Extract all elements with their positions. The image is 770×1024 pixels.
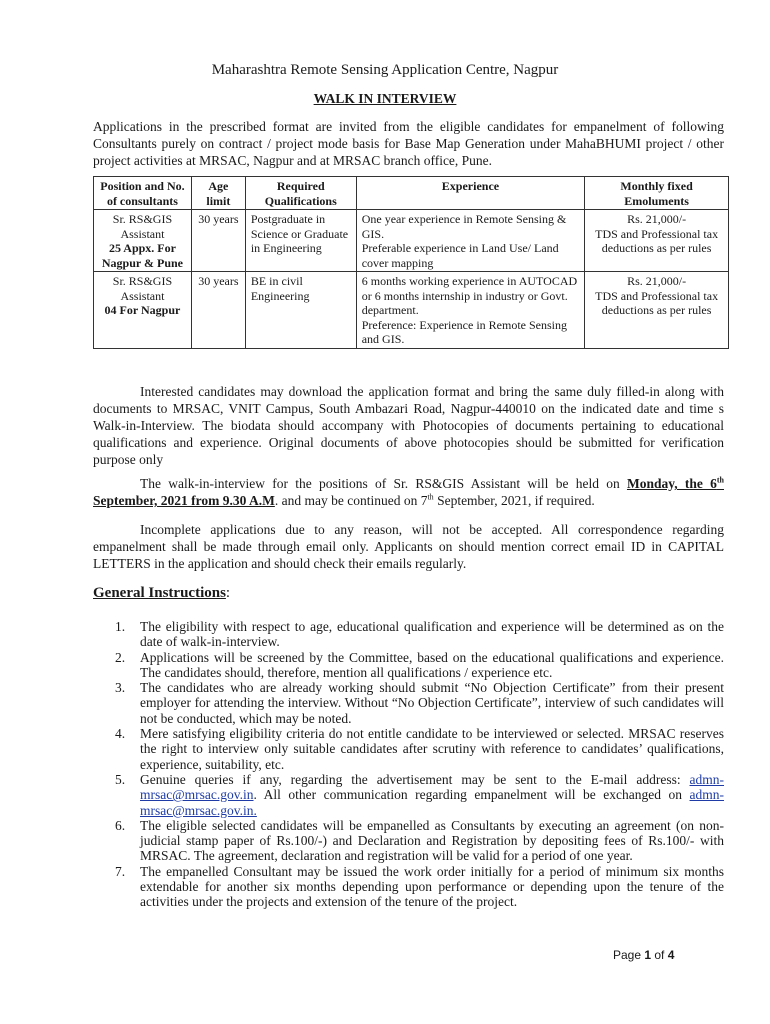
incomplete-paragraph: Incomplete applications due to any reason, will not be accepted. All correspondence regarding empanelment shall be made through email only. Applicants on should mention correct email ID in CAPITAL LETTERS in the application and should check their emails regularly. xyxy=(93,522,724,571)
walkin-text: The walk-in-interview for the positions of Sr. RS&GIS Assistant will be held on xyxy=(140,476,627,491)
emolument-note: TDS and Professional tax deductions as per rules xyxy=(595,226,719,255)
page-number xyxy=(613,948,674,962)
emolument-amount: Rs. 21,000/- xyxy=(627,274,687,288)
organization-name: Maharashtra Remote Sensing Application Centre, Nagpur xyxy=(211,62,559,78)
qualification-cell: BE in civil Engineering xyxy=(245,272,356,349)
list-item xyxy=(93,864,724,910)
item-text: Applications will be screened by the Committee, based on the educational qualifications and experience. The candidates should, therefore, mention all qualifications / experience etc. xyxy=(140,649,724,680)
page-title: WALK IN INTERVIEW xyxy=(313,91,457,106)
position-cell xyxy=(94,210,192,272)
table-header-row xyxy=(94,177,729,210)
item-text: The eligible selected candidates will be empanelled as Consultants by executing an agreement (on non-judicial stamp paper of Rs.100/-) and Declaration and Registration by depositing fees of Rs.100/- with MRSAC. The agreement, declaration and registration will be valid for a period of one year. xyxy=(140,817,724,864)
item-number: 1. xyxy=(115,619,126,634)
instructions-list xyxy=(93,619,724,910)
table-row xyxy=(94,210,729,272)
table-header: Monthly fixed Emoluments xyxy=(585,177,729,210)
position-count: 25 Appx. For Nagpur & Pune xyxy=(101,241,183,270)
table-header: Experience xyxy=(356,177,584,210)
walkin-text: September, 2021, if required. xyxy=(433,493,595,508)
page-total: 4 xyxy=(667,948,675,962)
item-text: The empanelled Consultant may be issued the work order initially for a period of minimum six months extendable for another six months depending upon performance or depending upon the tenure of the activities under the projects and extension of the tenure of the project. xyxy=(140,863,724,910)
item-number: 2. xyxy=(115,649,126,665)
page-current: 1 xyxy=(644,948,652,962)
emolument-note: TDS and Professional tax deductions as per rules xyxy=(595,288,719,317)
list-item xyxy=(93,619,724,650)
position-count: 04 For Nagpur xyxy=(104,303,181,317)
ordinal-suffix: th xyxy=(716,475,724,485)
emolument-cell xyxy=(585,272,729,349)
table-header: Position and No. of consultants xyxy=(94,177,192,210)
list-item xyxy=(93,818,724,864)
item-text: The eligibility with respect to age, educational qualification and experience will be determined as on the date of walk-in-interview. xyxy=(140,619,724,650)
list-item xyxy=(93,680,724,726)
item-text: Mere satisfying eligibility criteria do not entitle candidate to be interviewed or selected. MRSAC reserves the right to interview only suitable candidates after scrutiny with reference to candidates’ qualifications, experience, suitability, etc. xyxy=(140,726,724,772)
experience-cell xyxy=(356,210,584,272)
emolument-cell xyxy=(585,210,729,272)
item-number: 7. xyxy=(115,863,126,879)
age-cell: 30 years xyxy=(191,210,245,272)
item-text: . All other communication regarding empanelment will be exchanged on xyxy=(253,787,690,803)
of-word: of xyxy=(651,948,668,962)
item-text: The candidates who are already working should submit “No Objection Certificate” from their present employer for attending the interview. Without “No Objection Certificate”, interview of such candidates will not be conducted, which may be noted. xyxy=(140,680,724,726)
intro-paragraph: Applications in the prescribed format are invited from the eligible candidates for empanelment of following Consultants purely on contract / project mode basis for Base Map Generation under MahaBHUMI project / other project activities at MRSAC, Nagpur and at MRSAC branch office, Pune. xyxy=(93,119,724,168)
emolument-amount: Rs. 21,000/- xyxy=(627,212,687,226)
walkin-paragraph xyxy=(93,475,724,509)
table-header: Age limit xyxy=(191,177,245,210)
experience-line: One year experience in Remote Sensing & GIS. xyxy=(361,212,567,241)
table-row xyxy=(94,272,729,349)
heading-colon: : xyxy=(225,585,231,601)
age-cell: 30 years xyxy=(191,272,245,349)
email-link[interactable]: admn-mrsac@mrsac.gov.in. xyxy=(140,787,724,818)
walkin-date-part: September, 2021 from 9.30 A.M xyxy=(93,493,275,508)
positions-table xyxy=(93,176,729,349)
position-cell xyxy=(94,272,192,349)
position-name: Sr. RS&GIS Assistant xyxy=(112,274,173,303)
item-number: 4. xyxy=(115,726,126,742)
qualification-cell: Postgraduate in Science or Graduate in Engineering xyxy=(245,210,356,272)
list-item xyxy=(93,772,724,818)
item-number: 3. xyxy=(115,680,126,696)
item-text: Genuine queries if any, regarding the advertisement may be sent to the E-mail address: xyxy=(140,771,690,787)
heading-text: General Instructions xyxy=(93,585,226,601)
list-item xyxy=(93,726,724,772)
walkin-date-part: Monday, the 6 xyxy=(626,476,717,491)
download-paragraph: Interested candidates may download the application format and bring the same duly filled-in along with documents to MRSAC, VNIT Campus, South Ambazari Road, Nagpur-440010 on the indicated date and time s Walk-in-Interview. The biodata should accompany with Photocopies of documents pertaining to educational qualifications and experience. Original documents of above photocopies should be submitted for verification purpose only xyxy=(93,384,724,467)
ordinal-suffix: th xyxy=(427,492,434,502)
table-header: Required Qualifications xyxy=(245,177,356,210)
position-name: Sr. RS&GIS Assistant xyxy=(112,212,173,241)
experience-line: 6 months working experience in AUTOCAD or 6 months internship in industry or Govt. department. xyxy=(361,274,578,317)
experience-line: Preferable experience in Land Use/ Land cover mapping xyxy=(361,241,559,270)
general-instructions-heading xyxy=(93,585,230,602)
item-number: 6. xyxy=(115,817,126,833)
walkin-text: . and may be continued on 7 xyxy=(274,493,428,508)
list-item xyxy=(93,650,724,681)
item-number: 5. xyxy=(115,771,126,787)
experience-cell xyxy=(356,272,584,349)
email-link[interactable]: admn-mrsac@mrsac.gov.in xyxy=(140,771,724,803)
experience-line: Preference: Experience in Remote Sensing and GIS. xyxy=(361,317,567,346)
page-word: Page xyxy=(613,948,645,962)
